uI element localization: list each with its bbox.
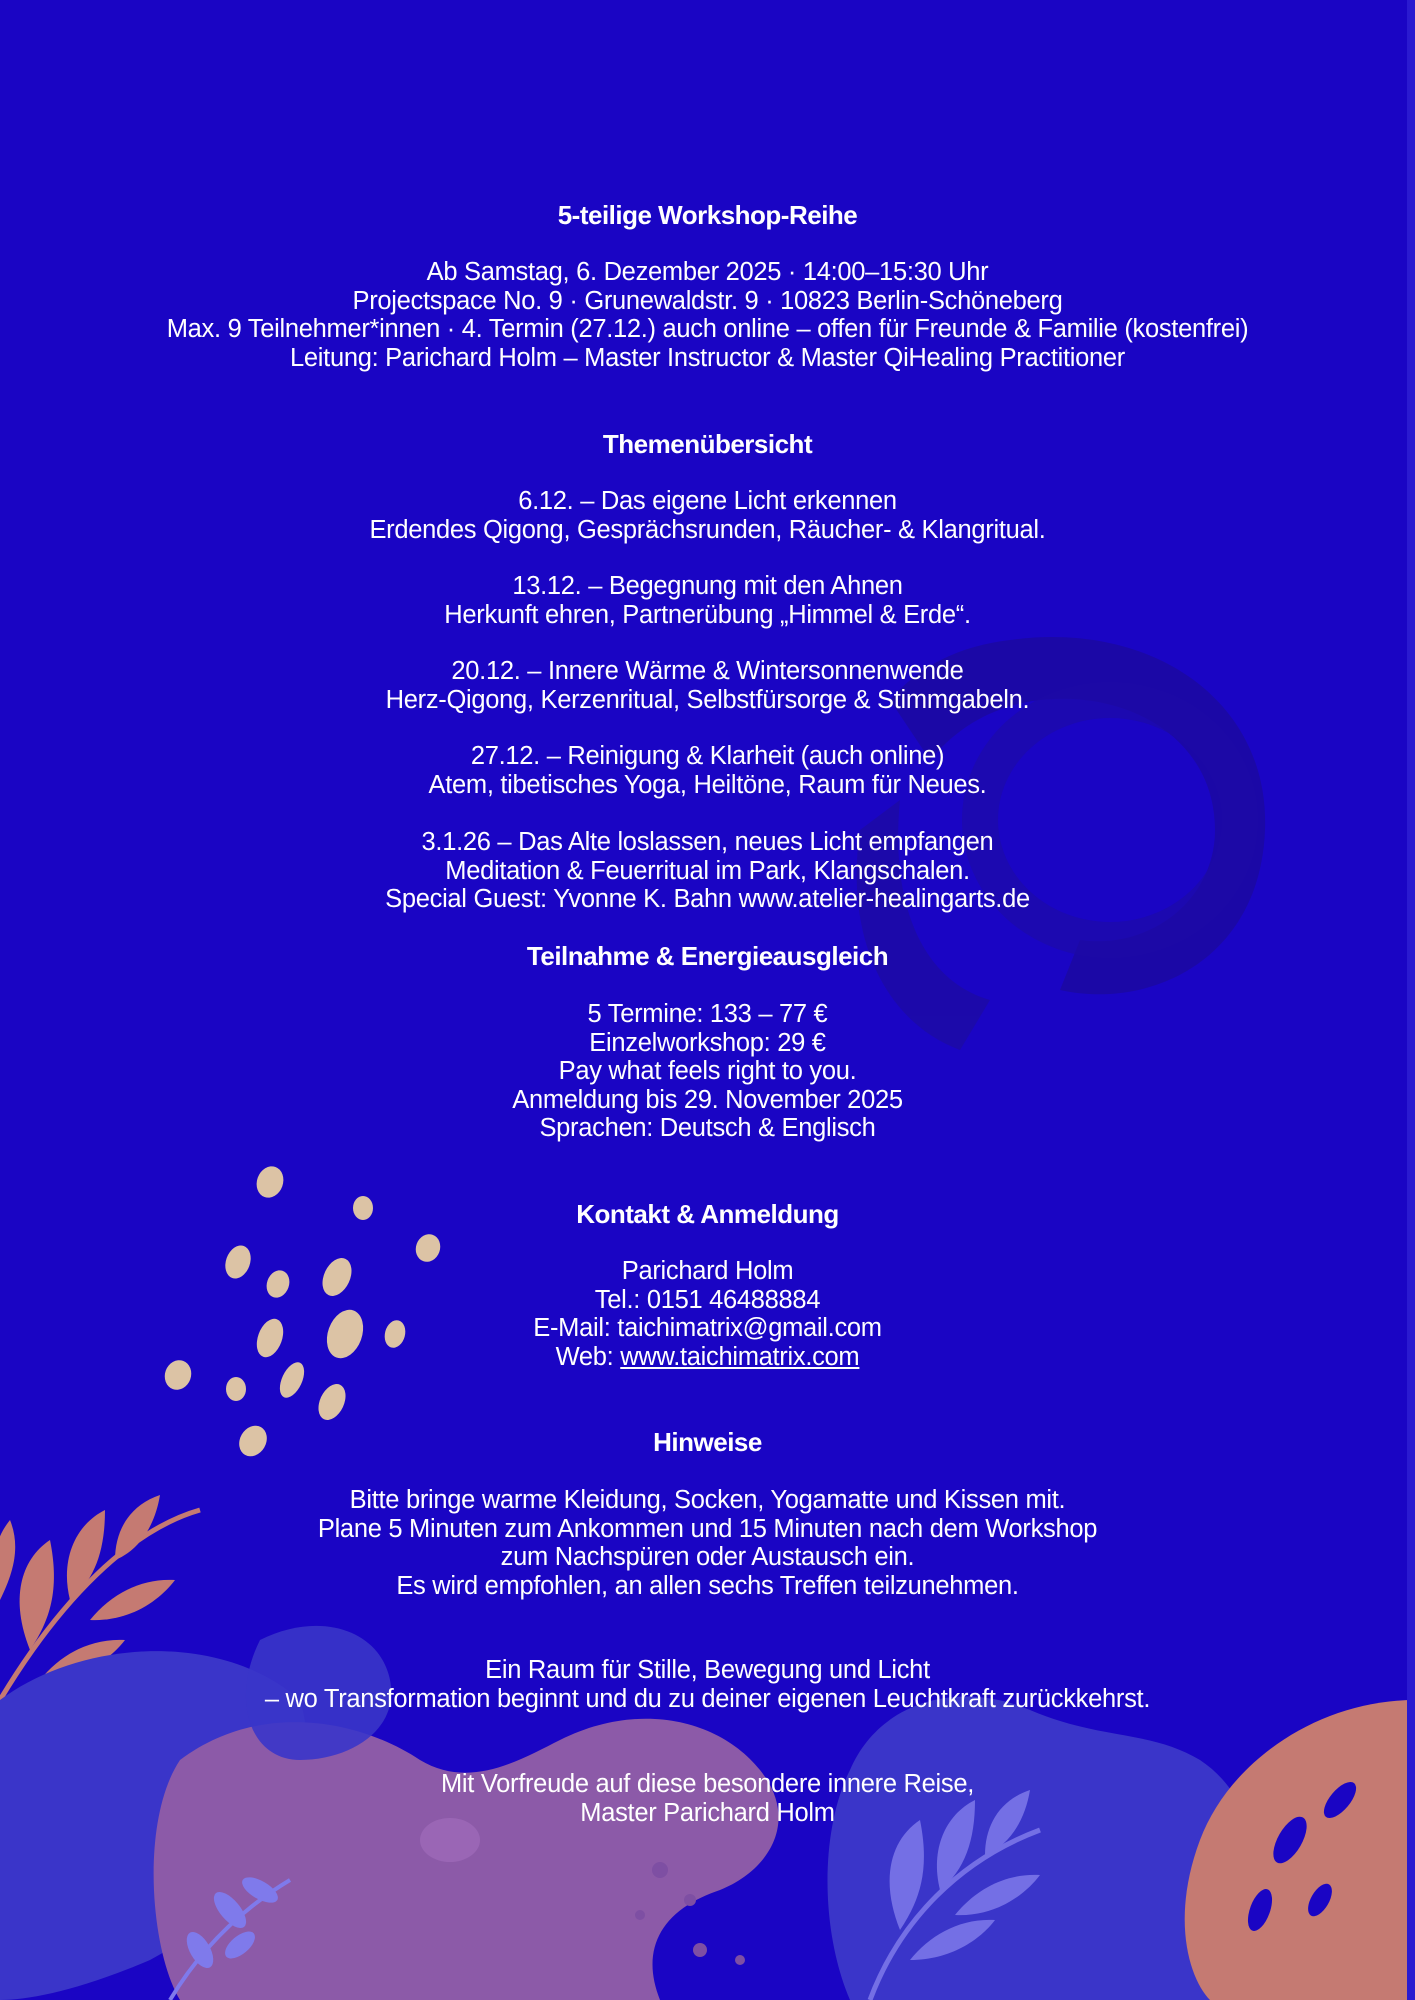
session-2	[0, 572, 1415, 629]
price-series: 5 Termine: 133 – 77 €	[587, 1000, 828, 1028]
notes-details	[0, 1486, 1415, 1600]
closing-line: – wo Transformation beginnt und du zu deiner eigenen Leuchtkraft zurückkehrst.	[264, 1684, 1151, 1713]
pay-note: Pay what feels right to you.	[558, 1057, 857, 1086]
themes-heading: Themenübersicht	[602, 429, 813, 459]
notes-heading: Hinweise	[653, 1427, 762, 1457]
session-desc: Meditation & Feuerritual im Park, Klangschalen.	[445, 856, 970, 885]
contact-name: Parichard Holm	[621, 1257, 794, 1285]
registration-deadline: Anmeldung bis 29. November 2025	[512, 1085, 903, 1114]
participation-details	[0, 1000, 1415, 1143]
workshop-capacity: Max. 9 Teilnehmer*innen · 4. Termin (27.12.) auch online – offen für Freunde & Familie (kostenfrei)	[166, 315, 1249, 344]
session-1	[0, 487, 1415, 544]
contact-web	[0, 1343, 1415, 1372]
pink-blob-icon	[154, 1719, 779, 2000]
price-single: Einzelworkshop: 29 €	[589, 1028, 826, 1057]
note-line: zum Nachspüren oder Austausch ein.	[500, 1543, 915, 1572]
contact-phone[interactable]: Tel.: 0151 46488884	[594, 1285, 821, 1314]
contact-heading: Kontakt & Anmeldung	[576, 1199, 839, 1229]
web-label: Web:	[555, 1342, 621, 1371]
session-title: 20.12. – Innere Wärme & Wintersonnenwende	[451, 657, 964, 685]
session-title: 3.1.26 – Das Alte loslassen, neues Licht empfangen	[421, 828, 994, 856]
session-title: 6.12. – Das eigene Licht erkennen	[518, 487, 897, 515]
closing-statement	[0, 1656, 1415, 1713]
session-desc: Atem, tibetisches Yoga, Heiltöne, Raum für Neues.	[428, 770, 987, 799]
workshop-details	[0, 258, 1415, 372]
signoff	[0, 1770, 1415, 1827]
signoff-line: Mit Vorfreude auf diese besondere innere Reise,	[440, 1770, 975, 1798]
web-link[interactable]: www.taichimatrix.com	[620, 1342, 860, 1371]
workshop-heading: 5-teilige Workshop-Reihe	[557, 200, 858, 230]
session-title: 27.12. – Reinigung & Klarheit (auch online)	[470, 742, 945, 770]
workshop-location: Projectspace No. 9 · Grunewaldstr. 9 · 10823 Berlin-Schöneberg	[352, 286, 1063, 315]
session-desc: Herkunft ehren, Partnerübung „Himmel & Erde“.	[444, 600, 971, 629]
session-5	[0, 828, 1415, 914]
signoff-name: Master Parichard Holm	[580, 1798, 835, 1827]
note-line: Plane 5 Minuten zum Ankommen und 15 Minuten nach dem Workshop	[317, 1514, 1098, 1543]
note-line: Es wird empfohlen, an allen sechs Treffen teilzunehmen.	[396, 1571, 1019, 1600]
workshop-date: Ab Samstag, 6. Dezember 2025 · 14:00–15:30 Uhr	[426, 258, 989, 286]
monstera-leaf-icon	[1185, 1700, 1415, 2000]
workshop-leader: Leitung: Parichard Holm – Master Instructor & Master QiHealing Practitioner	[290, 343, 1125, 372]
participation-heading: Teilnahme & Energieausgleich	[526, 941, 889, 971]
contact-details	[0, 1257, 1415, 1371]
session-desc: Erdendes Qigong, Gesprächsrunden, Räucher- & Klangritual.	[369, 515, 1046, 544]
languages: Sprachen: Deutsch & Englisch	[539, 1114, 876, 1143]
session-3	[0, 657, 1415, 714]
session-title: 13.12. – Begegnung mit den Ahnen	[512, 572, 903, 600]
closing-line: Ein Raum für Stille, Bewegung und Licht	[485, 1656, 930, 1684]
note-line: Bitte bringe warme Kleidung, Socken, Yogamatte und Kissen mit.	[349, 1486, 1066, 1514]
special-guest: Special Guest: Yvonne K. Bahn www.atelier-healingarts.de	[385, 885, 1030, 914]
session-desc: Herz-Qigong, Kerzenritual, Selbstfürsorge & Stimmgabeln.	[385, 685, 1030, 714]
contact-email[interactable]: E-Mail: taichimatrix@gmail.com	[533, 1314, 882, 1343]
session-4	[0, 742, 1415, 799]
